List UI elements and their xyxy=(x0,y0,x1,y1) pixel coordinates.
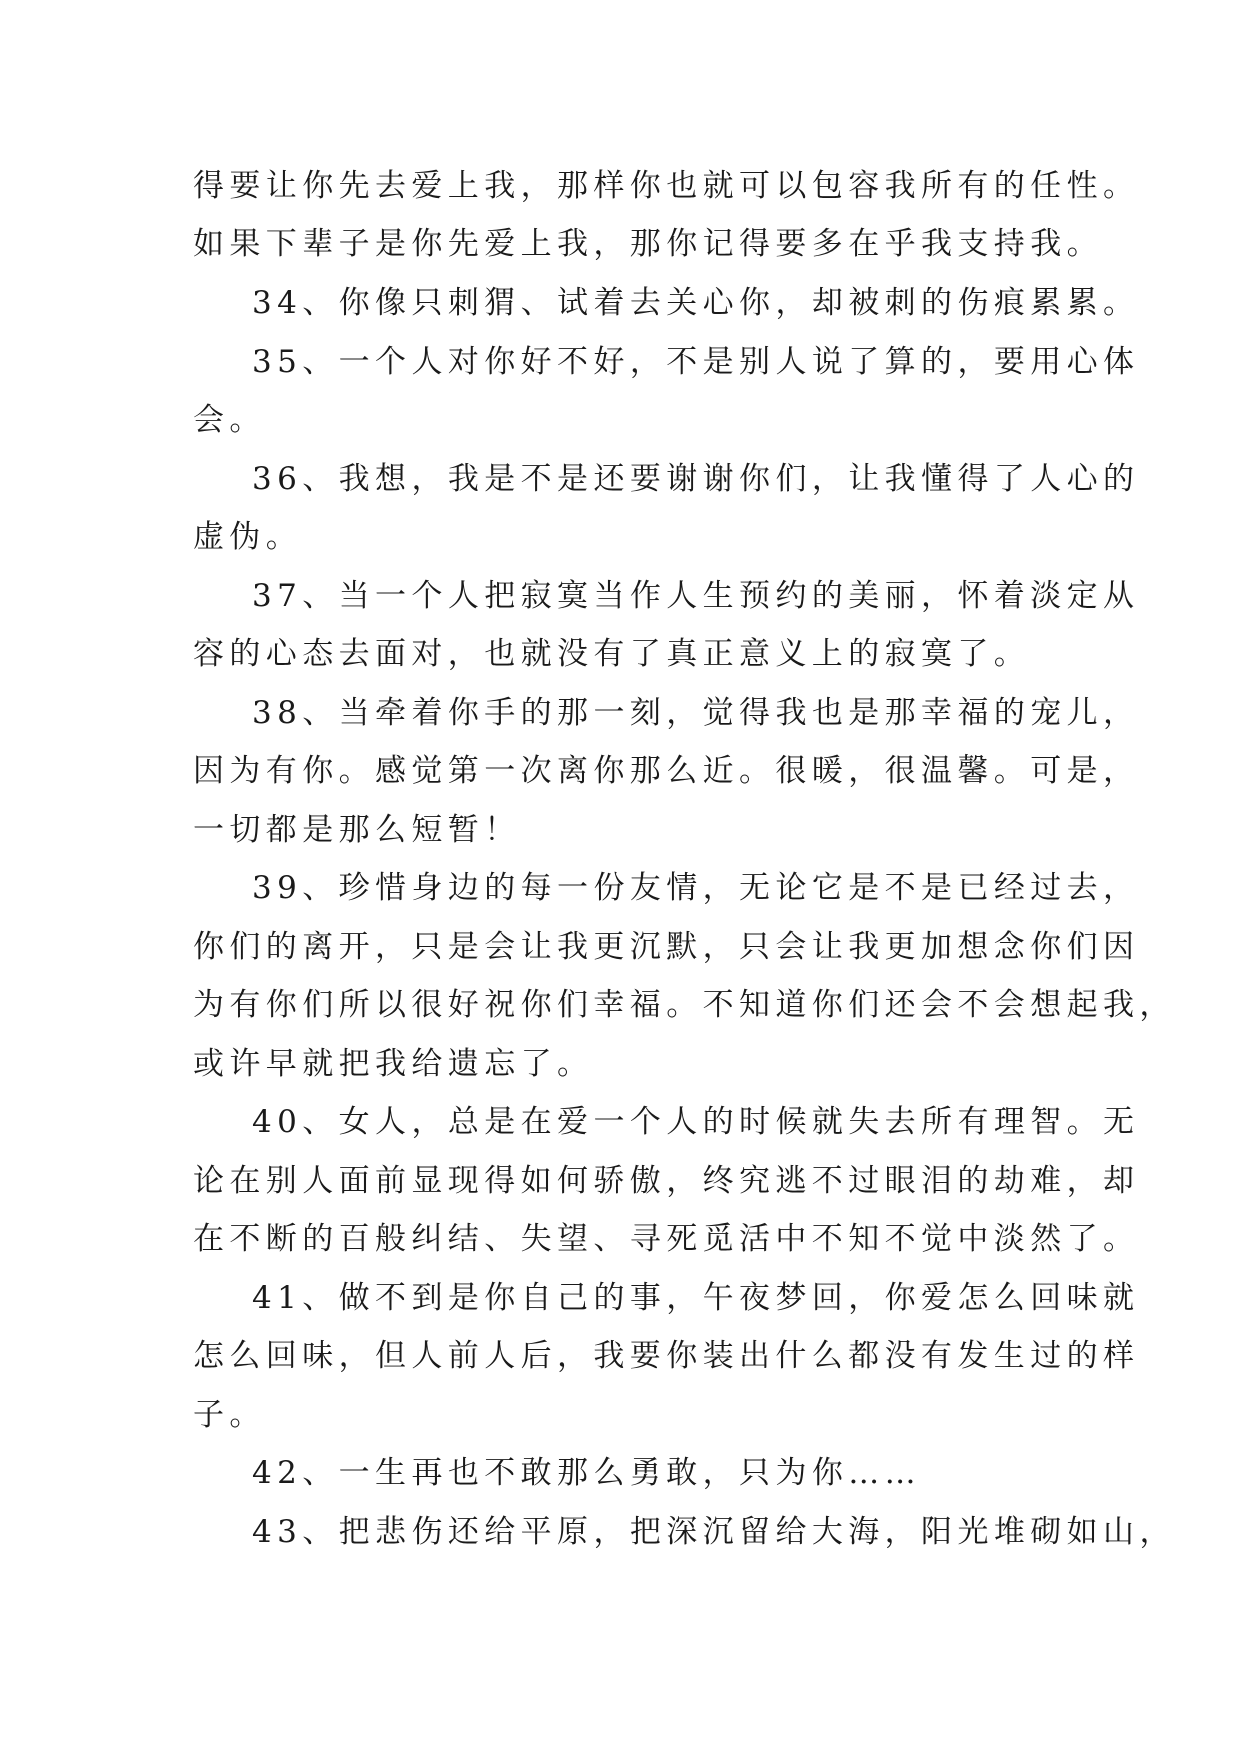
text-line: 或许早就把我给遗忘了。 xyxy=(193,1046,594,1082)
paragraph-43: 43、把悲伤还给平原，把深沉留给大海，阳光堆砌如山， xyxy=(252,1514,1176,1550)
paragraph-35: 35、一个人对你好不好，不是别人说了算的，要用心体 xyxy=(252,344,1140,380)
paragraph-36: 36、我想，我是不是还要谢谢你们，让我懂得了人心的 xyxy=(252,461,1140,497)
text-line: 在不断的百般纠结、失望、寻死觅活中不知不觉中淡然了。 xyxy=(193,1221,1140,1257)
text-line: 会。 xyxy=(193,402,266,438)
text-line: 虚伪。 xyxy=(193,519,303,555)
paragraph-39: 39、珍惜身边的每一份友情，无论它是不是已经过去， xyxy=(252,870,1140,906)
paragraph-41: 41、做不到是你自己的事，午夜梦回，你爱怎么回味就 xyxy=(252,1280,1140,1316)
text-line: 一切都是那么短暂！ xyxy=(193,812,521,848)
text-line: 怎么回味，但人前人后，我要你装出什么都没有发生过的样 xyxy=(193,1338,1140,1374)
paragraph-38: 38、当牵着你手的那一刻，觉得我也是那幸福的宠儿， xyxy=(252,695,1140,731)
text-line: 得要让你先去爱上我，那样你也就可以包容我所有的任性。 xyxy=(193,168,1140,204)
text-line: 如果下辈子是你先爱上我，那你记得要多在乎我支持我。 xyxy=(193,226,1103,262)
text-line: 子。 xyxy=(193,1397,266,1433)
text-line: 因为有你。感觉第一次离你那么近。很暖，很温馨。可是， xyxy=(193,753,1140,789)
text-line: 容的心态去面对，也就没有了真正意义上的寂寞了。 xyxy=(193,636,1031,672)
paragraph-42: 42、一生再也不敢那么勇敢，只为你…… xyxy=(252,1455,922,1491)
text-line: 论在别人面前显现得如何骄傲，终究逃不过眼泪的劫难，却 xyxy=(193,1163,1140,1199)
paragraph-40: 40、女人，总是在爱一个人的时候就失去所有理智。无 xyxy=(252,1104,1140,1140)
text-line: 为有你们所以很好祝你们幸福。不知道你们还会不会想起我， xyxy=(193,987,1176,1023)
text-line: 你们的离开，只是会让我更沉默，只会让我更加想念你们因 xyxy=(193,929,1140,965)
paragraph-34: 34、你像只刺猬、试着去关心你，却被刺的伤痕累累。 xyxy=(252,285,1140,321)
paragraph-37: 37、当一个人把寂寞当作人生预约的美丽，怀着淡定从 xyxy=(252,578,1140,614)
